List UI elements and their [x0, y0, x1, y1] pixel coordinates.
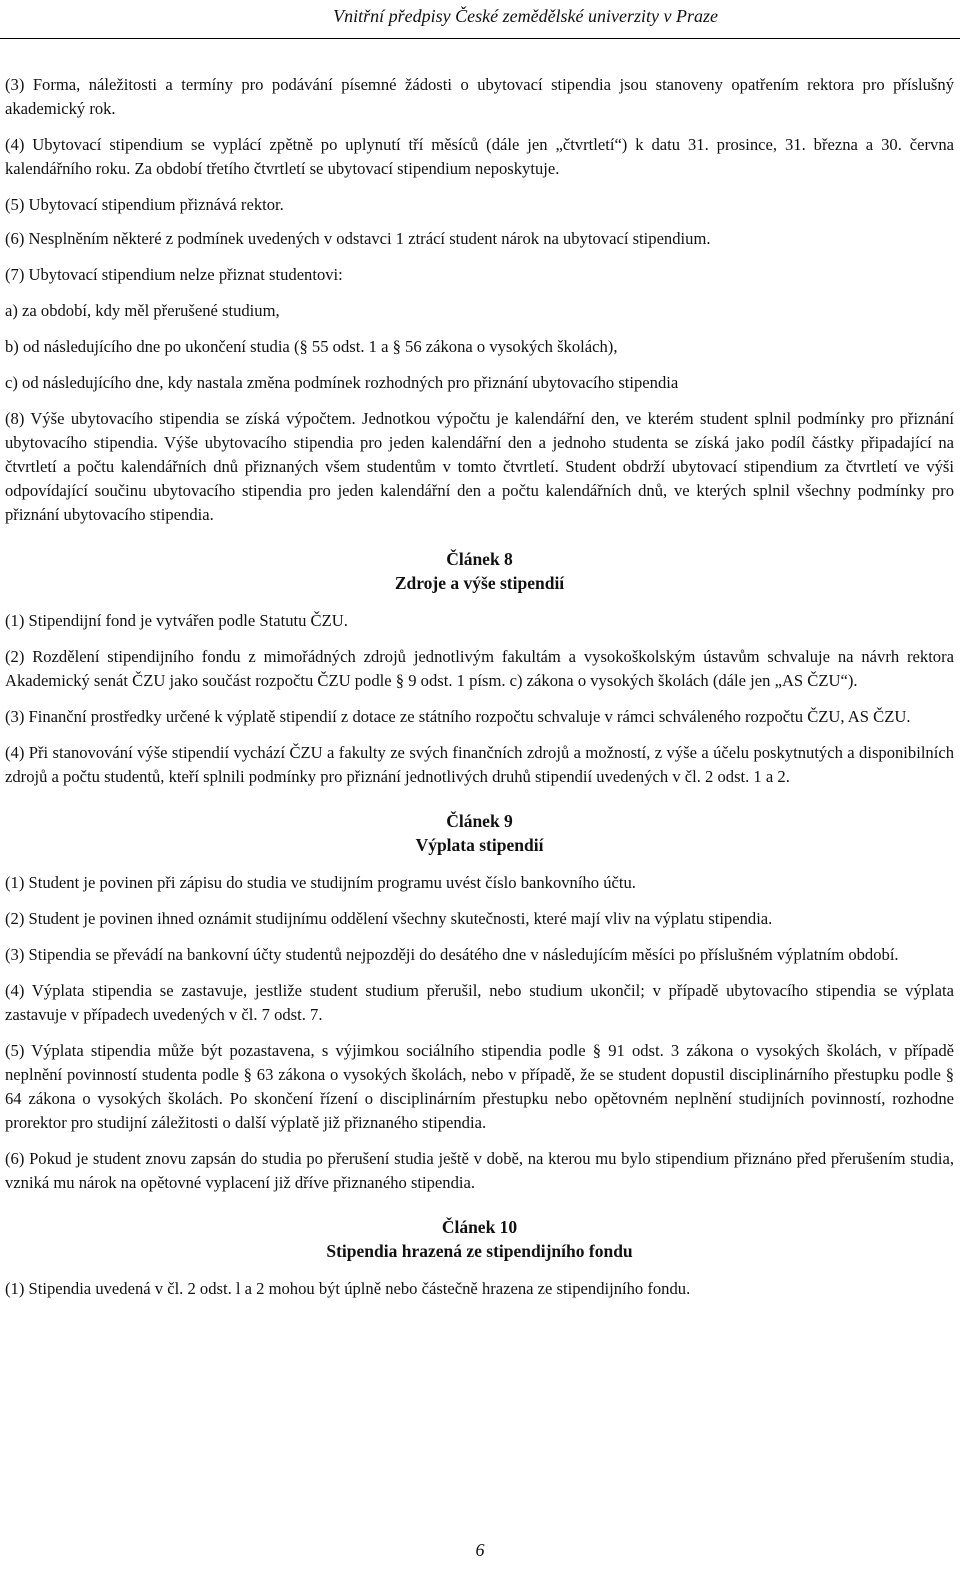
page-number: 6: [475, 1540, 485, 1560]
paragraph-10-1: (1) Stipendia uvedená v čl. 2 odst. l a 2 mohou být úplně nebo částečně hrazena ze stipendijního fondu.: [5, 1279, 691, 1298]
list-item-c: c) od následujícího dne, kdy nastala změna podmínek rozhodných pro přiznání ubytovacího stipendia: [5, 373, 679, 392]
paragraph-9-1: (1) Student je povinen při zápisu do studia ve studijním programu uvést číslo bankovního účtu.: [5, 873, 636, 892]
paragraph-7-3: (3) Forma, náležitosti a termíny pro podávání písemné žádosti o ubytovací stipendia jsou stanoveny opatřením rektora pro příslušný akademický rok.: [5, 75, 954, 118]
paragraph-8-4: (4) Při stanovování výše stipendií vychází ČZU a fakulty ze svých finančních zdrojů a možností, z výše a účelu poskytnutých a disponibilních zdrojů a počtu studentů, kteří splnili podmínky pro přiznání jednotlivých druhů stipendií uvedených v čl. 2 odst. 1 a 2.: [5, 743, 954, 786]
paragraph-9-6: (6) Pokud je student znovu zapsán do studia po přerušení studia ještě v době, na kterou mu bylo stipendium přiznáno před přerušením studia, vzniká mu nárok na opětovné vyplacení již dříve přiznaného stipendia.: [5, 1149, 954, 1192]
paragraph-9-4: (4) Výplata stipendia se zastavuje, jestliže student studium přerušil, nebo studium ukončil; v případě ubytovacího stipendia se výplata zastavuje v případech uvedených v čl. 7 odst. 7.: [5, 981, 954, 1024]
paragraph-8-3: (3) Finanční prostředky určené k výplatě stipendií z dotace ze státního rozpočtu schvaluje v rámci schváleného rozpočtu ČZU, AS ČZU.: [5, 707, 911, 726]
article-10-heading: [5, 1215, 954, 1263]
article-9-number: Článek 9: [446, 811, 513, 831]
paragraph-7-5: (5) Ubytovací stipendium přiznává rektor.: [5, 195, 284, 214]
article-10-title: Stipendia hrazená ze stipendijního fondu: [326, 1241, 633, 1261]
running-header: Vnitřní předpisy České zemědělské univerzity v Praze: [333, 6, 718, 26]
header-rule: [0, 38, 960, 39]
paragraph-7-4: (4) Ubytovací stipendium se vyplácí zpětně po uplynutí tří měsíců (dále jen „čtvrtletí“) k datu 31. prosince, 31. března a 30. června kalendářního roku. Za období třetího čtvrtletí se ubytovací stipendium neposkytuje.: [5, 135, 954, 178]
article-9-title: Výplata stipendií: [415, 835, 544, 855]
page-content: [5, 73, 954, 1313]
paragraph-7-7: (7) Ubytovací stipendium nelze přiznat studentovi:: [5, 265, 343, 284]
paragraph-7-6: (6) Nesplněním některé z podmínek uvedených v odstavci 1 ztrácí student nárok na ubytovací stipendium.: [5, 229, 711, 248]
paragraph-8-1: (1) Stipendijní fond je vytvářen podle Statutu ČZU.: [5, 611, 348, 630]
paragraph-9-5: (5) Výplata stipendia může být pozastavena, s výjimkou sociálního stipendia podle § 91 odst. 3 zákona o vysokých školách, v případě neplnění povinností studenta podle § 63 zákona o vysokých školách, nebo v případě, že se student dopustil disciplinárního přestupku podle § 64 zákona o vysokých školách. Po skončení řízení o disciplinárním přestupku nebo opětovném neplnění studijních povinností, rozhodne prorektor pro studijní záležitosti o další výplatě již přiznaného stipendia.: [5, 1041, 954, 1132]
paragraph-8-2: (2) Rozdělení stipendijního fondu z mimořádných zdrojů jednotlivým fakultám a vysokoškolským ústavům schvaluje na návrh rektora Akademický senát ČZU jako součást rozpočtu ČZU podle § 9 odst. 1 písm. c) zákona o vysokých školách (dále jen „AS ČZU“).: [5, 647, 954, 690]
paragraph-9-2: (2) Student je povinen ihned oznámit studijnímu oddělení všechny skutečnosti, které mají vliv na výplatu stipendia.: [5, 909, 773, 928]
list-item-a: a) za období, kdy měl přerušené studium,: [5, 301, 280, 320]
article-8-heading: [5, 547, 954, 595]
paragraph-9-3: (3) Stipendia se převádí na bankovní účty studentů nejpozději do desátého dne v následujícím měsíci po příslušném výplatním období.: [5, 945, 899, 964]
article-8-title: Zdroje a výše stipendií: [394, 573, 565, 593]
article-10-number: Článek 10: [441, 1217, 518, 1237]
article-8-number: Článek 8: [446, 549, 513, 569]
article-9-heading: [5, 809, 954, 857]
list-item-b: b) od následujícího dne po ukončení studia (§ 55 odst. 1 a § 56 zákona o vysokých školách),: [5, 337, 618, 356]
paragraph-7-8: (8) Výše ubytovacího stipendia se získá výpočtem. Jednotkou výpočtu je kalendářní den, ve kterém student splnil podmínky pro přiznání ubytovacího stipendia. Výše ubytovacího stipendia pro jeden kalendářní den a jednoho studenta se získá jako podíl částky připadající na čtvrtletí a počtu kalendářních dnů přiznaných všem studentům v tomto čtvrtletí. Student obdrží ubytovací stipendium za čtvrtletí ve výši odpovídající součinu ubytovacího stipendia pro jeden kalendářní den a počtu kalendářních dnů, ve kterých splnil všechny podmínky pro přiznání ubytovacího stipendia.: [5, 409, 954, 524]
